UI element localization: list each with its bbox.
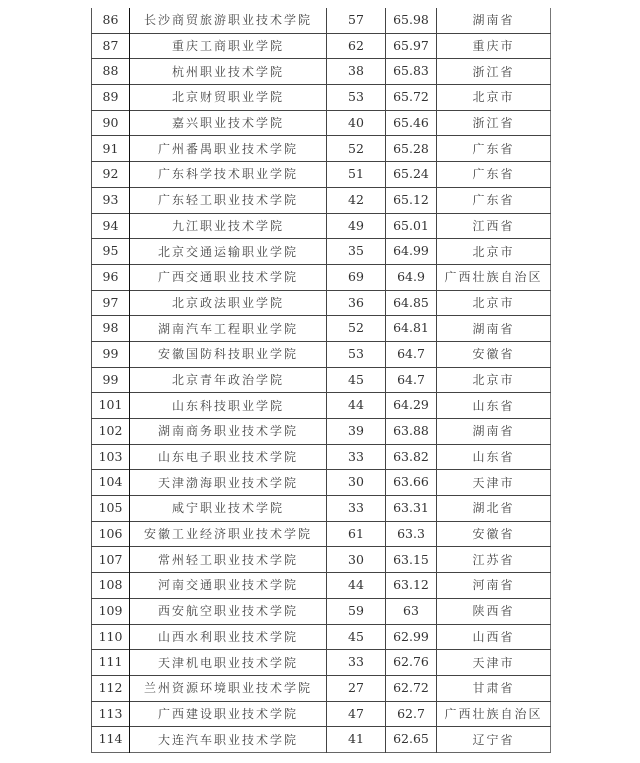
table-row <box>92 393 551 419</box>
table-row <box>92 59 551 85</box>
rank-cell: 110 <box>92 624 130 650</box>
count-cell: 49 <box>327 213 386 239</box>
rank-cell: 99 <box>92 367 130 393</box>
score-cell: 65.24 <box>386 162 437 188</box>
school-name-cell: 北京青年政治学院 <box>130 367 327 393</box>
table-row <box>92 419 551 445</box>
table-row <box>92 136 551 162</box>
score-cell: 64.85 <box>386 290 437 316</box>
school-name-cell: 广西交通职业技术学院 <box>130 264 327 290</box>
score-cell: 63.15 <box>386 547 437 573</box>
province-cell: 重庆市 <box>437 33 551 59</box>
school-name-cell: 广西建设职业技术学院 <box>130 701 327 727</box>
province-cell: 山东省 <box>437 393 551 419</box>
table-row <box>92 547 551 573</box>
count-cell: 36 <box>327 290 386 316</box>
rank-cell: 97 <box>92 290 130 316</box>
score-cell: 65.83 <box>386 59 437 85</box>
school-name-cell: 河南交通职业技术学院 <box>130 573 327 599</box>
rank-cell: 96 <box>92 264 130 290</box>
count-cell: 57 <box>327 8 386 33</box>
table-row <box>92 598 551 624</box>
count-cell: 35 <box>327 239 386 265</box>
rank-cell: 95 <box>92 239 130 265</box>
school-name-cell: 杭州职业技术学院 <box>130 59 327 85</box>
score-cell: 63.88 <box>386 419 437 445</box>
count-cell: 61 <box>327 521 386 547</box>
rank-cell: 104 <box>92 470 130 496</box>
province-cell: 山东省 <box>437 444 551 470</box>
rank-cell: 113 <box>92 701 130 727</box>
score-cell: 64.7 <box>386 367 437 393</box>
school-name-cell: 常州轻工职业技术学院 <box>130 547 327 573</box>
rank-cell: 89 <box>92 85 130 111</box>
rank-cell: 106 <box>92 521 130 547</box>
rank-cell: 98 <box>92 316 130 342</box>
rank-cell: 99 <box>92 341 130 367</box>
school-name-cell: 山东电子职业技术学院 <box>130 444 327 470</box>
table-row <box>92 213 551 239</box>
rank-cell: 103 <box>92 444 130 470</box>
school-name-cell: 西安航空职业技术学院 <box>130 598 327 624</box>
score-cell: 65.72 <box>386 85 437 111</box>
table-row <box>92 264 551 290</box>
count-cell: 33 <box>327 444 386 470</box>
province-cell: 浙江省 <box>437 110 551 136</box>
school-name-cell: 湖南商务职业技术学院 <box>130 419 327 445</box>
school-name-cell: 山西水利职业技术学院 <box>130 624 327 650</box>
province-cell: 江苏省 <box>437 547 551 573</box>
count-cell: 40 <box>327 110 386 136</box>
table-row <box>92 650 551 676</box>
province-cell: 广东省 <box>437 187 551 213</box>
school-name-cell: 天津机电职业技术学院 <box>130 650 327 676</box>
score-cell: 62.99 <box>386 624 437 650</box>
count-cell: 52 <box>327 316 386 342</box>
school-name-cell: 长沙商贸旅游职业技术学院 <box>130 8 327 33</box>
province-cell: 浙江省 <box>437 59 551 85</box>
school-name-cell: 广东轻工职业技术学院 <box>130 187 327 213</box>
count-cell: 45 <box>327 367 386 393</box>
count-cell: 38 <box>327 59 386 85</box>
count-cell: 53 <box>327 85 386 111</box>
score-cell: 63.82 <box>386 444 437 470</box>
ranking-table <box>91 8 551 753</box>
score-cell: 64.7 <box>386 341 437 367</box>
table-row <box>92 33 551 59</box>
school-name-cell: 兰州资源环境职业技术学院 <box>130 675 327 701</box>
province-cell: 广西壮族自治区 <box>437 264 551 290</box>
score-cell: 65.28 <box>386 136 437 162</box>
table-row <box>92 573 551 599</box>
table-row <box>92 162 551 188</box>
count-cell: 59 <box>327 598 386 624</box>
rank-cell: 87 <box>92 33 130 59</box>
count-cell: 42 <box>327 187 386 213</box>
count-cell: 53 <box>327 341 386 367</box>
rank-cell: 112 <box>92 675 130 701</box>
rank-cell: 94 <box>92 213 130 239</box>
score-cell: 63.66 <box>386 470 437 496</box>
count-cell: 69 <box>327 264 386 290</box>
score-cell: 64.9 <box>386 264 437 290</box>
score-cell: 62.7 <box>386 701 437 727</box>
count-cell: 44 <box>327 573 386 599</box>
count-cell: 45 <box>327 624 386 650</box>
rank-cell: 90 <box>92 110 130 136</box>
score-cell: 65.01 <box>386 213 437 239</box>
rank-cell: 107 <box>92 547 130 573</box>
table-row <box>92 675 551 701</box>
school-name-cell: 湖南汽车工程职业学院 <box>130 316 327 342</box>
score-cell: 63.12 <box>386 573 437 599</box>
school-name-cell: 北京政法职业学院 <box>130 290 327 316</box>
table-row <box>92 8 551 33</box>
table-row <box>92 470 551 496</box>
score-cell: 62.76 <box>386 650 437 676</box>
table-row <box>92 701 551 727</box>
rank-cell: 88 <box>92 59 130 85</box>
province-cell: 广东省 <box>437 162 551 188</box>
score-cell: 65.98 <box>386 8 437 33</box>
province-cell: 湖北省 <box>437 496 551 522</box>
count-cell: 33 <box>327 496 386 522</box>
province-cell: 江西省 <box>437 213 551 239</box>
score-cell: 65.97 <box>386 33 437 59</box>
table-row <box>92 187 551 213</box>
table-row <box>92 727 551 753</box>
school-name-cell: 北京财贸职业学院 <box>130 85 327 111</box>
count-cell: 39 <box>327 419 386 445</box>
province-cell: 北京市 <box>437 290 551 316</box>
count-cell: 51 <box>327 162 386 188</box>
province-cell: 河南省 <box>437 573 551 599</box>
table-row <box>92 290 551 316</box>
score-cell: 65.46 <box>386 110 437 136</box>
table-row <box>92 496 551 522</box>
rank-cell: 86 <box>92 8 130 33</box>
count-cell: 62 <box>327 33 386 59</box>
school-name-cell: 重庆工商职业学院 <box>130 33 327 59</box>
school-name-cell: 天津渤海职业技术学院 <box>130 470 327 496</box>
score-cell: 63.3 <box>386 521 437 547</box>
score-cell: 64.99 <box>386 239 437 265</box>
rank-cell: 114 <box>92 727 130 753</box>
score-cell: 64.29 <box>386 393 437 419</box>
table-row <box>92 367 551 393</box>
province-cell: 山西省 <box>437 624 551 650</box>
table-row <box>92 239 551 265</box>
table-row <box>92 444 551 470</box>
table-row <box>92 521 551 547</box>
school-name-cell: 大连汽车职业技术学院 <box>130 727 327 753</box>
province-cell: 陕西省 <box>437 598 551 624</box>
score-cell: 62.72 <box>386 675 437 701</box>
school-name-cell: 北京交通运输职业学院 <box>130 239 327 265</box>
score-cell: 65.12 <box>386 187 437 213</box>
school-name-cell: 咸宁职业技术学院 <box>130 496 327 522</box>
school-name-cell: 安徽工业经济职业技术学院 <box>130 521 327 547</box>
province-cell: 天津市 <box>437 650 551 676</box>
province-cell: 北京市 <box>437 85 551 111</box>
score-cell: 62.65 <box>386 727 437 753</box>
province-cell: 北京市 <box>437 239 551 265</box>
province-cell: 湖南省 <box>437 419 551 445</box>
province-cell: 广东省 <box>437 136 551 162</box>
table-row <box>92 110 551 136</box>
rank-cell: 102 <box>92 419 130 445</box>
province-cell: 湖南省 <box>472 13 515 28</box>
count-cell: 52 <box>327 136 386 162</box>
province-cell: 湖南省 <box>437 316 551 342</box>
province-cell: 甘肃省 <box>437 675 551 701</box>
school-name-cell: 广州番禺职业技术学院 <box>130 136 327 162</box>
score-cell: 64.81 <box>386 316 437 342</box>
table-row <box>92 316 551 342</box>
count-cell: 30 <box>327 470 386 496</box>
score-cell: 63 <box>386 598 437 624</box>
rank-cell: 92 <box>92 162 130 188</box>
rank-cell: 105 <box>92 496 130 522</box>
table-row <box>92 341 551 367</box>
score-cell: 63.31 <box>386 496 437 522</box>
ranking-table-body <box>92 8 551 752</box>
rank-cell: 108 <box>92 573 130 599</box>
province-cell: 广西壮族自治区 <box>437 701 551 727</box>
school-name-cell: 山东科技职业学院 <box>130 393 327 419</box>
school-name-cell: 广东科学技术职业学院 <box>130 162 327 188</box>
province-cell: 天津市 <box>437 470 551 496</box>
rank-cell: 101 <box>92 393 130 419</box>
province-cell: 安徽省 <box>437 341 551 367</box>
rank-cell: 109 <box>92 598 130 624</box>
province-cell: 辽宁省 <box>437 727 551 753</box>
rank-cell: 93 <box>92 187 130 213</box>
count-cell: 27 <box>327 675 386 701</box>
count-cell: 30 <box>327 547 386 573</box>
table-row <box>92 624 551 650</box>
table-row <box>92 85 551 111</box>
school-name-cell: 九江职业技术学院 <box>130 213 327 239</box>
count-cell: 33 <box>327 650 386 676</box>
count-cell: 44 <box>327 393 386 419</box>
province-cell: 北京市 <box>437 367 551 393</box>
province-cell: 安徽省 <box>437 521 551 547</box>
count-cell: 47 <box>327 701 386 727</box>
rank-cell: 111 <box>92 650 130 676</box>
school-name-cell: 安徽国防科技职业学院 <box>130 341 327 367</box>
rank-cell: 91 <box>92 136 130 162</box>
school-name-cell: 嘉兴职业技术学院 <box>130 110 327 136</box>
count-cell: 41 <box>327 727 386 753</box>
